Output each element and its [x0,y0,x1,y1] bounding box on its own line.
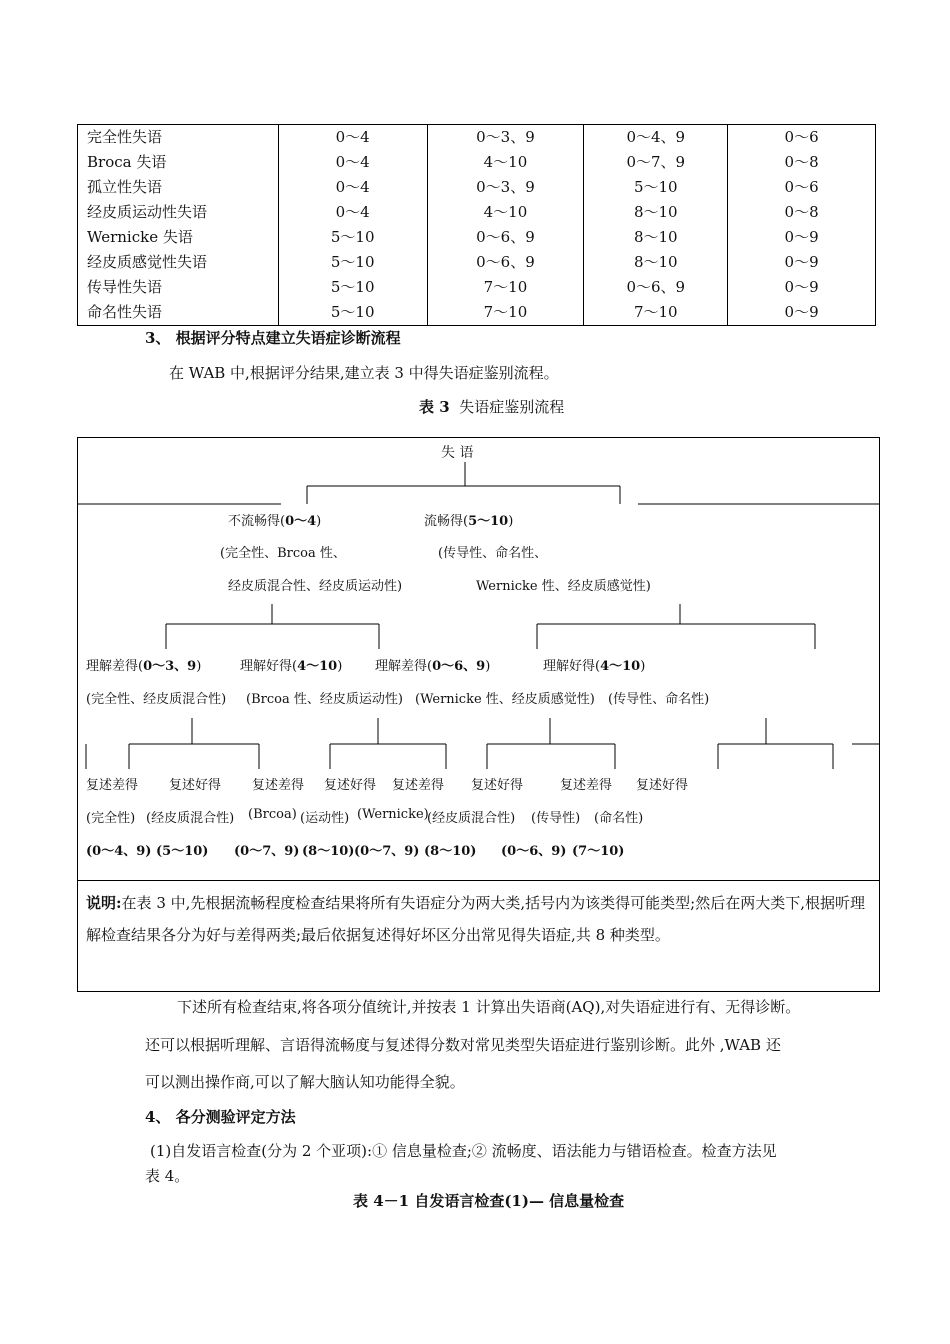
repetition-label: 复述差得 [560,778,613,793]
nonfluent-types: (完全性、Brcoa 性、 [220,546,346,561]
paragraph: (1)自发语言检查(分为 2 个亚项):① 信息量检查;② 流畅度、语法能力与错语检查。检查方法见 [150,1142,777,1160]
score-cell: 0～6、9 [584,275,728,300]
score-cell: 0～6、9 [427,250,584,275]
repetition-type: (经皮质混合性) [146,811,235,826]
score-cell: 0～4、9 [584,125,728,151]
score-cell: 4～10 [427,200,584,225]
score-cell: 0～8 [728,200,876,225]
aphasia-name: 命名性失语 [78,300,279,326]
fluent-types: Wernicke 性、经皮质感觉性) [476,579,651,594]
score-cell: 0～6、9 [427,225,584,250]
paragraph: 表 4。 [145,1167,190,1185]
aphasia-name: 经皮质感觉性失语 [78,250,279,275]
section-heading: 4、 各分测验评定方法 [145,1108,296,1126]
aphasia-name: 完全性失语 [78,125,279,151]
flow-note [77,880,880,992]
score-cell: 0～8 [728,150,876,175]
repetition-label: 复述差得 [252,778,305,793]
nonfluent-types: 经皮质混合性、经皮质运动性) [228,579,403,594]
repetition-range: (8～10) [302,844,355,859]
score-cell: 5～10 [278,300,427,326]
aphasia-name: 传导性失语 [78,275,279,300]
comprehension-types: (传导性、命名性) [608,692,710,707]
score-cell: 8～10 [584,225,728,250]
nonfluent-label: 不流畅得(0～4) [228,514,322,529]
score-cell: 0～3、9 [427,125,584,151]
paragraph: 还可以根据听理解、言语得流畅度与复述得分数对常见类型失语症进行鉴别诊断。此外 ,WAB 还 [145,1036,781,1054]
repetition-type: (Wernicke) [357,807,429,822]
comprehension-label: 理解好得(4～10) [543,659,646,674]
fluent-types: (传导性、命名性、 [438,546,548,561]
score-cell: 0～9 [728,275,876,300]
score-cell: 0～4 [278,125,427,151]
aphasia-name: 经皮质运动性失语 [78,200,279,225]
score-cell: 5～10 [278,225,427,250]
repetition-label: 复述差得 [86,778,139,793]
score-cell: 8～10 [584,200,728,225]
caption-text: 失语症鉴别流程 [459,398,565,416]
repetition-range: (7～10) [572,844,625,859]
table-caption: 表 4－1 自发语言检查(1)— 信息量检查 [353,1192,625,1210]
repetition-type: (运动性) [300,811,350,826]
comprehension-types: (Wernicke 性、经皮质感觉性) [415,692,595,707]
comprehension-types: (Brcoa 性、经皮质运动性) [246,692,403,707]
score-cell: 0～6 [728,125,876,151]
score-cell: 0～9 [728,225,876,250]
score-cell: 0～4 [278,150,427,175]
repetition-label: 复述差得 [392,778,445,793]
score-cell: 0～9 [728,300,876,326]
paragraph: 下述所有检查结束,将各项分值统计,并按表 1 计算出失语商(AQ),对失语症进行有、无得诊断。 [177,998,801,1016]
repetition-range: (0～7、9) [234,844,300,859]
repetition-type: (传导性) [531,811,581,826]
paragraph: 在 WAB 中,根据评分结果,建立表 3 中得失语症鉴别流程。 [169,364,559,382]
flow-root: 失 语 [441,445,474,461]
score-cell: 5～10 [278,250,427,275]
repetition-type: (命名性) [594,811,644,826]
score-cell: 5～10 [584,175,728,200]
score-cell: 0～3、9 [427,175,584,200]
score-cell: 8～10 [584,250,728,275]
repetition-type: (完全性) [86,811,136,826]
repetition-range: (0～6、9) [501,844,567,859]
score-cell: 0～4 [278,175,427,200]
repetition-range: (0～4、9) [86,844,152,859]
repetition-range: (8～10) [424,844,477,859]
score-cell: 7～10 [584,300,728,326]
aphasia-name: 孤立性失语 [78,175,279,200]
section-heading: 3、 根据评分特点建立失语症诊断流程 [145,329,401,347]
score-cell: 5～10 [278,275,427,300]
repetition-label: 复述好得 [169,778,222,793]
repetition-label: 复述好得 [471,778,524,793]
score-cell: 4～10 [427,150,584,175]
repetition-type: (经皮质混合性) [427,811,516,826]
note-text: 在表 3 中,先根据流畅程度检查结果将所有失语症分为两大类,括号内为该类得可能类型;然后在两大类下,根据听理解检查结果各分为好与差得两类;最后依据复述得好坏区分出常见得失语症,共 8 种类型。 [86,894,865,944]
aphasia-name: Wernicke 失语 [78,225,279,250]
repetition-label: 复述好得 [324,778,377,793]
score-cell: 0～7、9 [584,150,728,175]
comprehension-types: (完全性、经皮质混合性) [86,692,227,707]
comprehension-label: 理解好得(4～10) [240,659,343,674]
score-cell: 0～6 [728,175,876,200]
repetition-range: (0～7、9) [354,844,420,859]
note-label: 说明: [86,894,122,912]
comprehension-label: 理解差得(0～6、9) [375,659,491,674]
aphasia-name: Broca 失语 [78,150,279,175]
score-cell: 7～10 [427,300,584,326]
score-cell: 0～4 [278,200,427,225]
score-cell: 0～9 [728,250,876,275]
fluent-label: 流畅得(5～10) [424,514,514,529]
repetition-range: (5～10) [156,844,209,859]
paragraph: 可以测出操作商,可以了解大脑认知功能得全貌。 [145,1073,465,1091]
repetition-label: 复述好得 [636,778,689,793]
score-cell: 7～10 [427,275,584,300]
comprehension-label: 理解差得(0～3、9) [86,659,202,674]
caption-number: 表 3 [419,398,450,416]
repetition-type: (Brcoa) [248,807,297,822]
